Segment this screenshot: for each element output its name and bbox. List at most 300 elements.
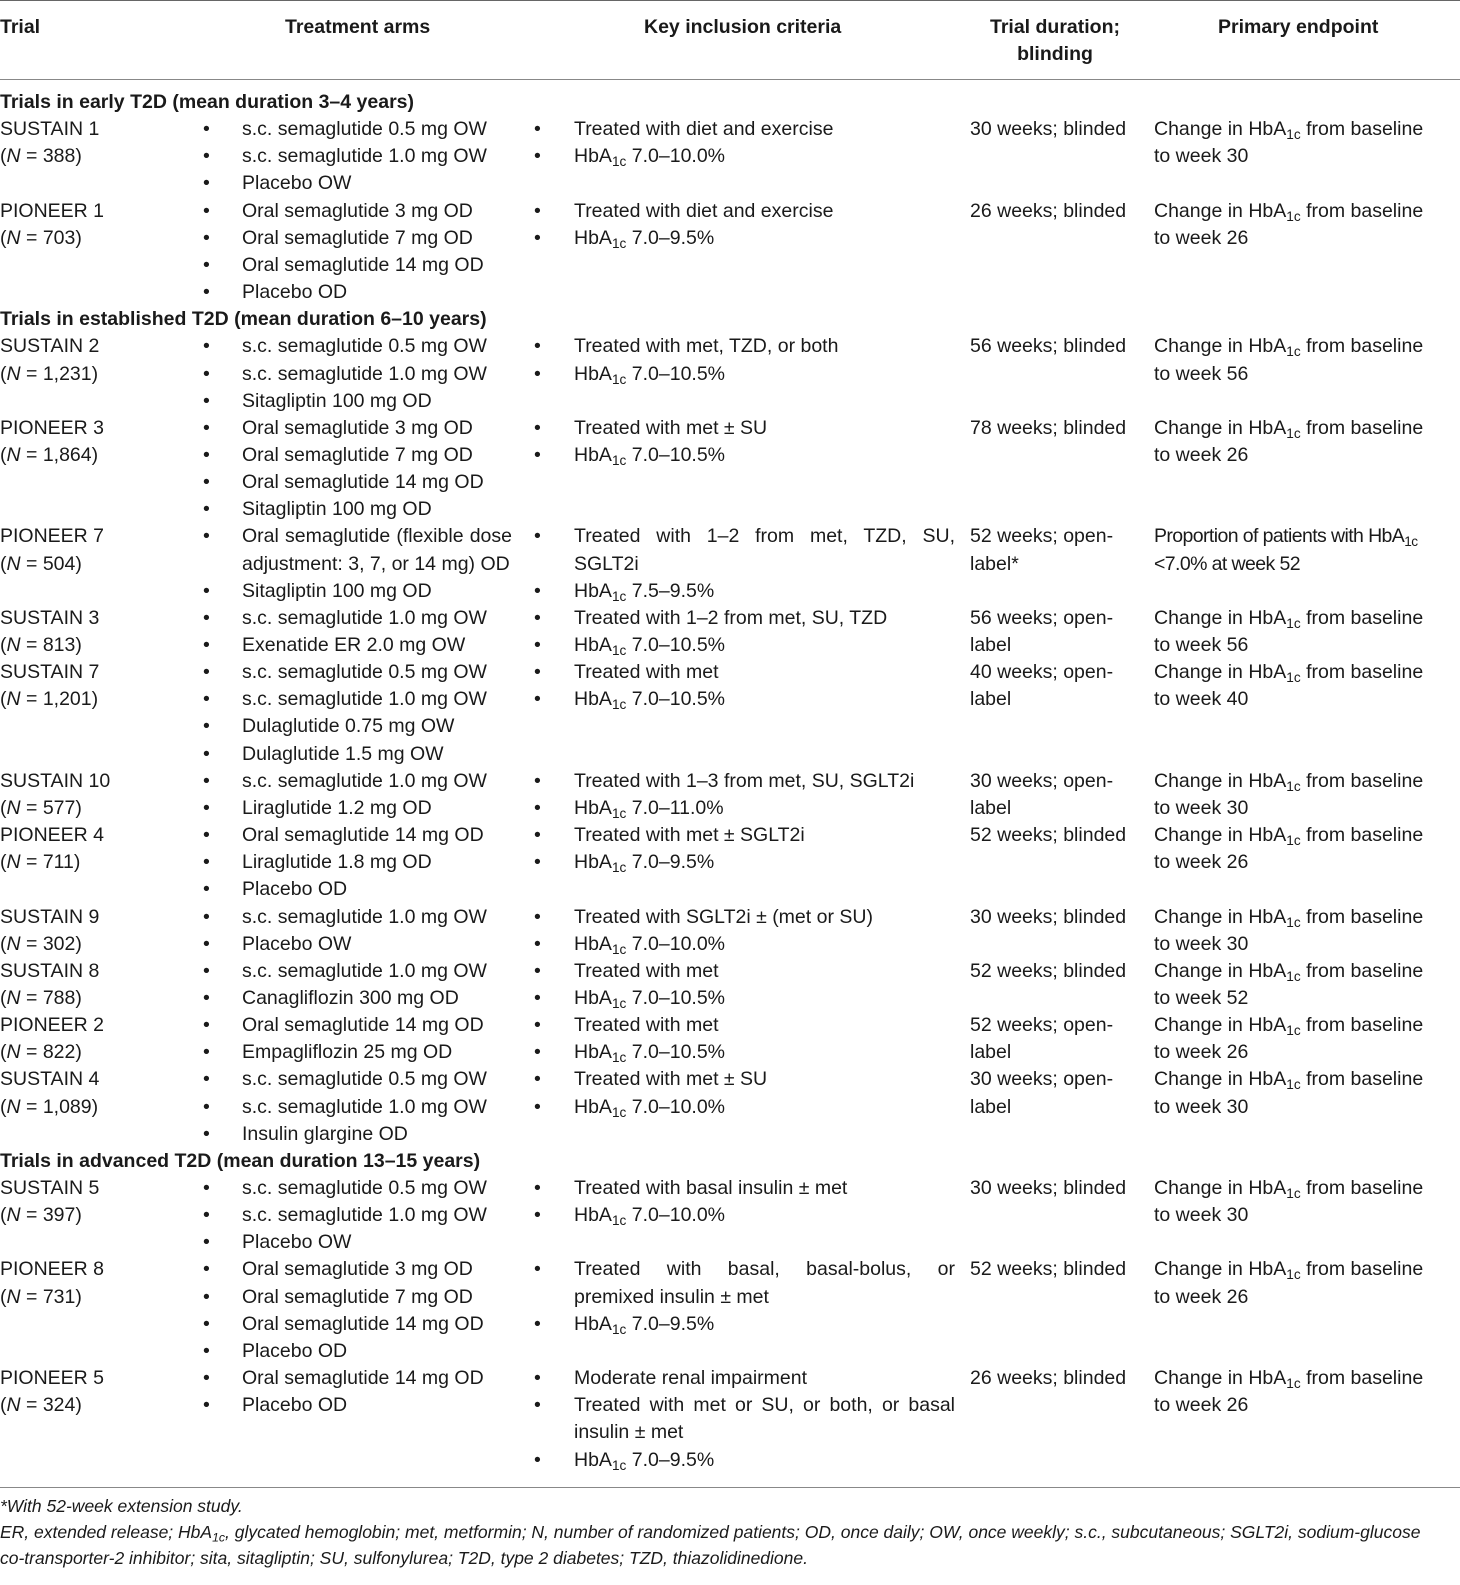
primary-endpoint: Change in HbA$_{1c}$ from baseline [1154,416,1424,441]
table-row [0,1311,1460,1338]
bullet: • [534,335,541,358]
treatment-arm: Oral semaglutide (flexible dose [242,525,512,548]
primary-endpoint: to week 40 [1154,688,1249,711]
trial-duration: 52 weeks; open- [970,1014,1114,1037]
inclusion-criterion: HbA$_{1c}$ 7.0–10.5% [574,688,726,713]
footnote-star: *With 52-week extension study. [0,1496,243,1516]
treatment-arm: s.c. semaglutide 1.0 mg OW [242,769,487,792]
bullet: • [203,145,210,168]
bullet: • [203,1394,210,1417]
treatment-arm: Sitagliptin 100 mg OD [242,498,432,521]
trial-name: SUSTAIN 9 [0,905,100,928]
table-row [0,279,1460,306]
trial-n: (N = 1,089) [0,1095,99,1118]
trial-name: SUSTAIN 2 [0,335,100,358]
trial-n: (N = 577) [0,796,82,819]
primary-endpoint: to week 30 [1154,145,1249,168]
treatment-arm: Oral semaglutide 14 mg OD [242,1014,484,1037]
bullet: • [203,471,210,494]
trial-name: SUSTAIN 4 [0,1068,100,1091]
trial-duration: 30 weeks; open- [970,1068,1114,1091]
table-row [0,523,1460,550]
primary-endpoint: to week 26 [1154,1041,1249,1064]
table-row [0,632,1460,659]
treatment-arm: s.c. semaglutide 0.5 mg OW [242,1068,487,1091]
treatment-arm: Oral semaglutide 14 mg OD [242,1367,484,1390]
primary-endpoint: to week 56 [1154,362,1249,385]
bullet: • [203,1204,210,1227]
primary-endpoint: to week 26 [1154,1285,1249,1308]
trial-name: PIONEER 4 [0,824,105,847]
trial-name: PIONEER 3 [0,416,105,439]
inclusion-criterion: Treated with met, TZD, or both [574,335,839,358]
header-inclusion-criteria: Key inclusion criteria [644,16,842,38]
table-row [0,469,1460,496]
section-row [0,306,1460,333]
bullet: • [203,824,210,847]
inclusion-criterion: Moderate renal impairment [574,1367,808,1390]
trial-name: PIONEER 5 [0,1367,105,1390]
trial-duration: 30 weeks; blinded [970,1177,1127,1199]
bullet: • [534,959,541,982]
inclusion-criterion: Treated with 1–3 from met, SU, SGLT2i [574,769,915,792]
primary-endpoint: Change in HbA$_{1c}$ from baseline [1154,1068,1424,1093]
bullet: • [534,1258,541,1281]
trial-n: (N = 822) [0,1041,82,1064]
primary-endpoint: to week 30 [1154,932,1249,955]
bullet: • [203,769,210,792]
bullet: • [203,118,210,141]
bullet: • [203,1041,210,1064]
trial-duration: 56 weeks; open- [970,606,1114,629]
trial-name: SUSTAIN 3 [0,606,100,629]
table-row [0,605,1460,632]
bullet: • [203,1339,210,1362]
primary-endpoint: Change in HbA$_{1c}$ from baseline [1154,199,1424,224]
footnote-abbreviations-line2: co-transporter-2 inhibitor; sita, sitagliptin; SU, sulfonylurea; T2D, type 2 diabetes; TZD, thiazolidinedione. [0,1548,808,1568]
bullet: • [203,1258,210,1281]
bullet: • [534,769,541,792]
primary-endpoint: to week 30 [1154,796,1249,819]
treatment-arm: s.c. semaglutide 0.5 mg OW [242,661,487,684]
treatment-arm: Exenatide ER 2.0 mg OW [242,634,466,656]
trial-n: (N = 397) [0,1204,82,1227]
treatment-arm: Sitagliptin 100 mg OD [242,579,432,602]
trial-name: PIONEER 7 [0,525,105,548]
table-row [0,361,1460,388]
table-row [0,686,1460,713]
treatment-arm: Oral semaglutide 7 mg OD [242,226,473,249]
bullet: • [203,986,210,1009]
trial-name: SUSTAIN 1 [0,118,100,141]
bullet: • [203,661,210,684]
trial-duration: 78 weeks; blinded [970,416,1127,439]
inclusion-criterion: insulin ± met [574,1421,684,1444]
treatment-arm: s.c. semaglutide 1.0 mg OW [242,145,487,168]
primary-endpoint: to week 26 [1154,443,1249,466]
bullet: • [203,1367,210,1390]
table-row [0,388,1460,415]
bullet: • [203,335,210,358]
bullet: • [203,172,210,195]
bullet: • [534,1095,541,1118]
bullet: • [203,443,210,466]
inclusion-criterion: HbA$_{1c}$ 7.0–10.0% [574,1204,726,1229]
inclusion-criterion: HbA$_{1c}$ 7.0–10.5% [574,986,726,1012]
inclusion-criterion: HbA$_{1c}$ 7.0–10.0% [574,932,726,957]
bullet: • [534,1177,541,1199]
inclusion-criterion: premixed insulin ± met [574,1285,769,1308]
bullet: • [203,362,210,385]
bullet: • [534,796,541,819]
trial-duration: 30 weeks; blinded [970,905,1127,928]
table-row [0,143,1460,170]
table-row [0,116,1460,143]
treatment-arm: Placebo OW [242,1231,352,1254]
table-row [0,741,1460,768]
bullet: • [534,824,541,847]
inclusion-criterion: HbA$_{1c}$ 7.0–11.0% [574,796,724,821]
treatment-arm: s.c. semaglutide 0.5 mg OW [242,335,487,358]
bullet: • [203,688,210,711]
bullet: • [534,525,541,548]
header-duration: Trial duration; blinding [989,16,1120,65]
treatment-arm: Empagliflozin 25 mg OD [242,1041,453,1064]
inclusion-criterion: Treated with 1–2 from met, SU, TZD [574,606,888,629]
treatment-arm: s.c. semaglutide 1.0 mg OW [242,959,487,982]
table-row [0,252,1460,279]
table-row [0,822,1460,849]
trial-name: SUSTAIN 5 [0,1177,100,1199]
trial-n: (N = 788) [0,986,82,1009]
trial-name: SUSTAIN 10 [0,769,111,792]
treatment-arm: s.c. semaglutide 1.0 mg OW [242,606,487,629]
table-row [0,931,1460,958]
inclusion-criterion: HbA$_{1c}$ 7.0–9.5% [574,1448,715,1473]
section-row [0,89,1460,116]
trial-duration: label [970,634,1012,656]
primary-endpoint: Change in HbA$_{1c}$ from baseline [1154,1258,1424,1283]
header-trial: Trial [0,16,41,38]
bullet: • [203,416,210,439]
primary-endpoint: Change in HbA$_{1c}$ from baseline [1154,1367,1424,1392]
bullet: • [534,688,541,711]
trial-n: (N = 302) [0,932,82,955]
table-row [0,1365,1460,1392]
inclusion-criterion: HbA$_{1c}$ 7.0–9.5% [574,226,715,251]
bullet: • [534,661,541,684]
bullet: • [203,959,210,982]
bullet: • [534,905,541,928]
treatment-arm: s.c. semaglutide 0.5 mg OW [242,1177,487,1199]
bullet: • [534,118,541,141]
table-row [0,1012,1460,1039]
bullet: • [534,851,541,874]
primary-endpoint: to week 52 [1154,986,1249,1009]
bullet: • [203,1177,210,1199]
treatment-arm: s.c. semaglutide 1.0 mg OW [242,1204,487,1227]
section-row [0,1148,1460,1175]
inclusion-criterion: Treated with met or SU, or both, or basal [574,1394,955,1417]
trial-n: (N = 1,231) [0,362,99,385]
treatment-arm: Placebo OD [242,1394,348,1417]
trial-duration: 26 weeks; blinded [970,199,1127,222]
trial-duration: label [970,688,1012,711]
header-treatment-arms: Treatment arms [285,16,431,38]
inclusion-criterion: HbA$_{1c}$ 7.0–10.5% [574,362,726,387]
treatment-arm: Sitagliptin 100 mg OD [242,389,432,412]
treatment-arm: Liraglutide 1.8 mg OD [242,851,432,874]
bullet: • [203,1068,210,1091]
primary-endpoint: to week 56 [1154,634,1249,656]
bullet: • [534,1312,541,1335]
footnote-abbreviations-line1: ER, extended release; HbA$_{1c}$, glycated hemoglobin; met, metformin; N, number of randomized patients; OD, once daily; OW, once weekly; s.c., subcutaneous; SGLT2i, sodium-glucose [0,1522,1421,1545]
table-row [0,442,1460,469]
trial-name: PIONEER 8 [0,1258,105,1281]
table-row [0,849,1460,876]
bullet: • [534,579,541,602]
table-row [0,1256,1460,1283]
table-row [0,713,1460,740]
table-row [0,1202,1460,1229]
treatment-arm: Placebo OW [242,932,352,955]
table-row [0,1392,1460,1419]
inclusion-criterion: Treated with met [574,959,719,982]
section-title: Trials in advanced T2D (mean duration 13–15 years) [0,1149,481,1172]
primary-endpoint: Proportion of patients with HbA$_{1c}$ [1154,525,1418,550]
bullet: • [203,253,210,276]
table-row [0,1284,1460,1311]
inclusion-criterion: HbA$_{1c}$ 7.0–10.5% [574,634,726,659]
trial-duration: 30 weeks; open- [970,769,1114,792]
table-row [0,1338,1460,1365]
trial-duration: label [970,1095,1012,1118]
trial-name: PIONEER 2 [0,1014,105,1037]
primary-endpoint: Change in HbA$_{1c}$ from baseline [1154,335,1424,360]
inclusion-criterion: Treated with diet and exercise [574,199,834,222]
bullet: • [534,932,541,955]
primary-endpoint: Change in HbA$_{1c}$ from baseline [1154,1177,1424,1202]
treatment-arm: Oral semaglutide 3 mg OD [242,1258,473,1281]
bullet: • [534,634,541,656]
trial-n: (N = 324) [0,1394,82,1417]
treatment-arm: Oral semaglutide 3 mg OD [242,416,473,439]
bullet: • [534,145,541,168]
trial-n: (N = 711) [0,851,81,874]
table-row [0,1175,1460,1202]
bullet: • [203,226,210,249]
table-row [0,1039,1460,1066]
treatment-arm: Oral semaglutide 7 mg OD [242,1285,473,1308]
treatment-arm: Dulaglutide 0.75 mg OW [242,715,455,738]
table-row [0,551,1460,578]
bullet: • [203,389,210,412]
inclusion-criterion: HbA$_{1c}$ 7.0–9.5% [574,1312,715,1337]
table-row [0,958,1460,985]
trial-name: SUSTAIN 7 [0,661,100,684]
inclusion-criterion: Treated with met ± SU [574,1068,768,1091]
inclusion-criterion: Treated with met [574,661,719,684]
inclusion-criterion: Treated with SGLT2i ± (met or SU) [574,905,873,928]
bullet: • [534,986,541,1009]
treatment-arm: Insulin glargine OD [242,1122,408,1145]
bullet: • [203,851,210,874]
inclusion-criterion: Treated with 1–2 from met, TZD, SU, [574,525,955,548]
treatment-arm: s.c. semaglutide 1.0 mg OW [242,688,487,711]
table-row [0,795,1460,822]
treatment-arm: s.c. semaglutide 0.5 mg OW [242,118,487,141]
treatment-arm: Placebo OD [242,1339,348,1362]
table-row [0,985,1460,1012]
treatment-arm: Oral semaglutide 7 mg OD [242,443,473,466]
primary-endpoint: Change in HbA$_{1c}$ from baseline [1154,905,1424,930]
primary-endpoint: to week 26 [1154,1394,1249,1417]
primary-endpoint: Change in HbA$_{1c}$ from baseline [1154,959,1424,984]
trial-duration: 52 weeks; blinded [970,959,1127,982]
trial-duration: label* [970,552,1019,575]
inclusion-criterion: HbA$_{1c}$ 7.5–9.5% [574,579,715,604]
trial-name: SUSTAIN 8 [0,959,100,982]
trial-n: (N = 813) [0,634,82,656]
bullet: • [203,281,210,304]
header-primary-endpoint: Primary endpoint [1218,16,1379,38]
bullet: • [203,1122,210,1145]
inclusion-criterion: HbA$_{1c}$ 7.0–10.0% [574,1095,726,1120]
bullet: • [203,1231,210,1254]
treatment-arm: s.c. semaglutide 1.0 mg OW [242,1095,487,1118]
table-row [0,1066,1460,1093]
trial-n: (N = 504) [0,552,82,575]
trial-n: (N = 1,201) [0,688,99,711]
inclusion-criterion: Treated with met ± SU [574,416,768,439]
treatment-arm: Canagliflozin 300 mg OD [242,986,459,1009]
treatment-arm: Placebo OW [242,172,352,195]
bullet: • [203,1285,210,1308]
bullet: • [534,1394,541,1417]
bullet: • [534,199,541,222]
bullet: • [203,932,210,955]
table-row [0,1094,1460,1121]
treatment-arm: Oral semaglutide 14 mg OD [242,824,484,847]
section-title: Trials in early T2D (mean duration 3–4 years) [0,91,415,113]
bullet: • [534,1014,541,1037]
inclusion-criterion: Treated with met ± SGLT2i [574,824,805,847]
bullet: • [203,199,210,222]
bullet: • [203,715,210,738]
section-title: Trials in established T2D (mean duration 6–10 years) [0,308,487,331]
trial-duration: 26 weeks; blinded [970,1367,1127,1390]
trial-duration: 40 weeks; open- [970,661,1114,684]
primary-endpoint: to week 26 [1154,226,1249,249]
treatment-arm: Oral semaglutide 14 mg OD [242,1312,484,1335]
trial-duration: label [970,1041,1012,1064]
bullet: • [534,443,541,466]
treatment-arm: Oral semaglutide 14 mg OD [242,471,484,494]
table-row [0,768,1460,795]
treatment-arm: Oral semaglutide 3 mg OD [242,199,473,222]
inclusion-criterion: Treated with basal, basal-bolus, or [574,1258,955,1281]
inclusion-criterion: HbA$_{1c}$ 7.0–10.5% [574,443,726,469]
primary-endpoint: Change in HbA$_{1c}$ from baseline [1154,606,1424,631]
bullet: • [534,416,541,439]
trial-duration: 56 weeks; blinded [970,335,1127,358]
trial-duration: 52 weeks; open- [970,525,1114,548]
treatment-arm: s.c. semaglutide 1.0 mg OW [242,905,487,928]
inclusion-criterion: Treated with diet and exercise [574,118,834,141]
primary-endpoint: Change in HbA$_{1c}$ from baseline [1154,118,1424,143]
bullet: • [534,606,541,629]
trial-n: (N = 731) [0,1285,82,1308]
primary-endpoint: <7.0% at week 52 [1154,552,1300,575]
table-row [0,1229,1460,1256]
bullet: • [534,1041,541,1064]
bullet: • [203,498,210,521]
bullet: • [203,1312,210,1335]
bullet: • [534,226,541,249]
primary-endpoint: Change in HbA$_{1c}$ from baseline [1154,661,1424,686]
table-row [0,415,1460,442]
inclusion-criterion: HbA$_{1c}$ 7.0–10.0% [574,145,726,170]
trial-duration: 52 weeks; blinded [970,824,1127,847]
treatment-arm: Placebo OD [242,878,348,901]
bullet: • [534,1068,541,1091]
table-row [0,170,1460,197]
table-row [0,876,1460,903]
table-row [0,578,1460,605]
primary-endpoint: to week 30 [1154,1095,1249,1118]
inclusion-criterion: SGLT2i [574,552,639,575]
inclusion-criterion: Treated with met [574,1014,719,1037]
table-row [0,1447,1460,1474]
bullet: • [203,525,210,548]
bullet: • [203,579,210,602]
inclusion-criterion: HbA$_{1c}$ 7.0–10.5% [574,1041,726,1066]
inclusion-criterion: Treated with basal insulin ± met [574,1177,848,1199]
table-row [0,198,1460,225]
treatment-arm: Oral semaglutide 14 mg OD [242,253,484,276]
table-row [0,659,1460,686]
table-row [0,1121,1460,1148]
trial-n: (N = 1,864) [0,443,99,466]
bullet: • [534,1367,541,1390]
bullet: • [534,1448,541,1471]
treatment-arm: adjustment: 3, 7, or 14 mg) OD [242,552,510,575]
bullet: • [203,1095,210,1118]
bullet: • [203,1014,210,1037]
bullet: • [203,878,210,901]
bullet: • [534,362,541,385]
primary-endpoint: Change in HbA$_{1c}$ from baseline [1154,1014,1424,1039]
table-row [0,904,1460,931]
bullet: • [203,905,210,928]
bullet: • [203,606,210,629]
trial-duration: label [970,796,1012,819]
treatment-arm: Dulaglutide 1.5 mg OW [242,742,444,765]
trial-n: (N = 703) [0,226,82,249]
table-row [0,496,1460,523]
primary-endpoint: to week 30 [1154,1204,1249,1227]
trial-n: (N = 388) [0,145,82,168]
table-header [0,0,1460,80]
trial-name: PIONEER 1 [0,199,105,222]
primary-endpoint: to week 26 [1154,851,1249,874]
bullet: • [203,742,210,765]
treatment-arm: s.c. semaglutide 1.0 mg OW [242,362,487,385]
treatment-arm: Placebo OD [242,281,348,304]
primary-endpoint: Change in HbA$_{1c}$ from baseline [1154,769,1424,794]
treatment-arm: Liraglutide 1.2 mg OD [242,796,432,819]
table-row [0,333,1460,360]
